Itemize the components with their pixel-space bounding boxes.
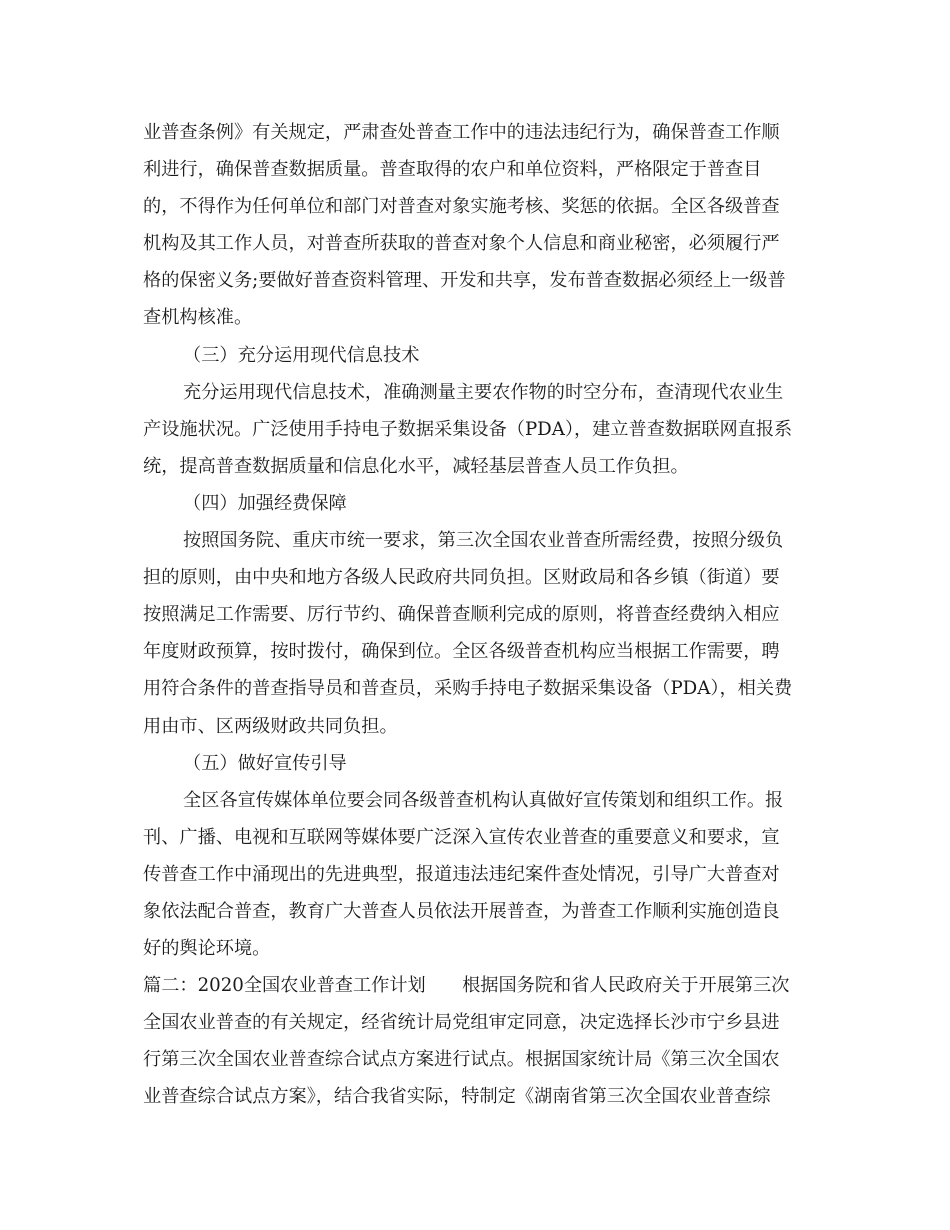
text-line: 充分运用现代信息技术，准确测量主要农作物的时空分布，查清现代农业生 [183, 381, 784, 403]
text-line: 业普查条例》有关规定，严肃查处普查工作中的违法违纪行为，确保普查工作顺 [143, 122, 780, 143]
text-line: 机构及其工作人员，对普查所获取的普查对象个人信息和商业秘密，必须履行严 [143, 233, 780, 255]
text-line: 利进行，确保普查数据质量。普查取得的农户和单位资料，严格限定于普查目 [143, 159, 762, 181]
text-line: 用符合条件的普查指导员和普查员，采购手持电子数据采集设备（PDA），相关费 [143, 678, 793, 700]
text-line: 按照国务院、重庆市统一要求，第三次全国农业普查所需经费，按照分级负 [183, 530, 784, 552]
text-line: 全国农业普查的有关规定，经省统计局党组审定同意，决定选择长沙市宁乡县进 [143, 1012, 780, 1034]
text-line: 用由市、区两级财政共同负担。 [143, 715, 398, 737]
section-heading: （四）加强经费保障 [183, 492, 347, 514]
text-line: 好的舆论环境。 [143, 938, 271, 960]
text-line: 统，提高普查数据质量和信息化水平，减轻基层普查人员工作负担。 [143, 455, 689, 477]
text-line: 格的保密义务;要做好普查资料管理、开发和共享，发布普查数据必须经上一级普 [143, 270, 786, 292]
section-heading: （三）充分运用现代信息技术 [183, 344, 420, 366]
text-line: 业普查综合试点方案》，结合我省实际，特制定《湖南省第三次全国农业普查综 [143, 1086, 771, 1108]
document-body [143, 114, 807, 1116]
text-line: 篇二：2020全国农业普查工作计划 根据国务院和省人民政府关于开展第三次 [143, 975, 790, 997]
text-line: 年度财政预算，按时拨付，确保到位。全区各级普查机构应当根据工作需要，聘 [143, 641, 780, 663]
text-line: 产设施状况。广泛使用手持电子数据采集设备（PDA），建立普查数据联网直报系 [143, 418, 793, 440]
text-line: 担的原则，由中央和地方各级人民政府共同负担。区财政局和各乡镇（街道）要 [143, 567, 780, 589]
text-line: 的，不得作为任何单位和部门对普查对象实施考核、奖惩的依据。全区各级普查 [143, 196, 780, 218]
text-line: 查机构核准。 [143, 307, 253, 329]
text-line: 刊、广播、电视和互联网等媒体要广泛深入宣传农业普查的重要意义和要求，宣 [143, 826, 780, 848]
text-line: 行第三次全国农业普查综合试点方案进行试点。根据国家统计局《第三次全国农 [143, 1049, 780, 1071]
text-line: 按照满足工作需要、厉行节约、确保普查顺利完成的原则，将普查经费纳入相应 [143, 604, 780, 626]
text-line: 全区各宣传媒体单位要会同各级普查机构认真做好宣传策划和组织工作。报 [183, 789, 784, 811]
section-heading: （五）做好宣传引导 [183, 752, 347, 774]
text-line: 传普查工作中涌现出的先进典型，报道违法违纪案件查处情况，引导广大普查对 [143, 863, 780, 885]
text-line: 象依法配合普查，教育广大普查人员依法开展普查，为普查工作顺利实施创造良 [143, 900, 780, 922]
